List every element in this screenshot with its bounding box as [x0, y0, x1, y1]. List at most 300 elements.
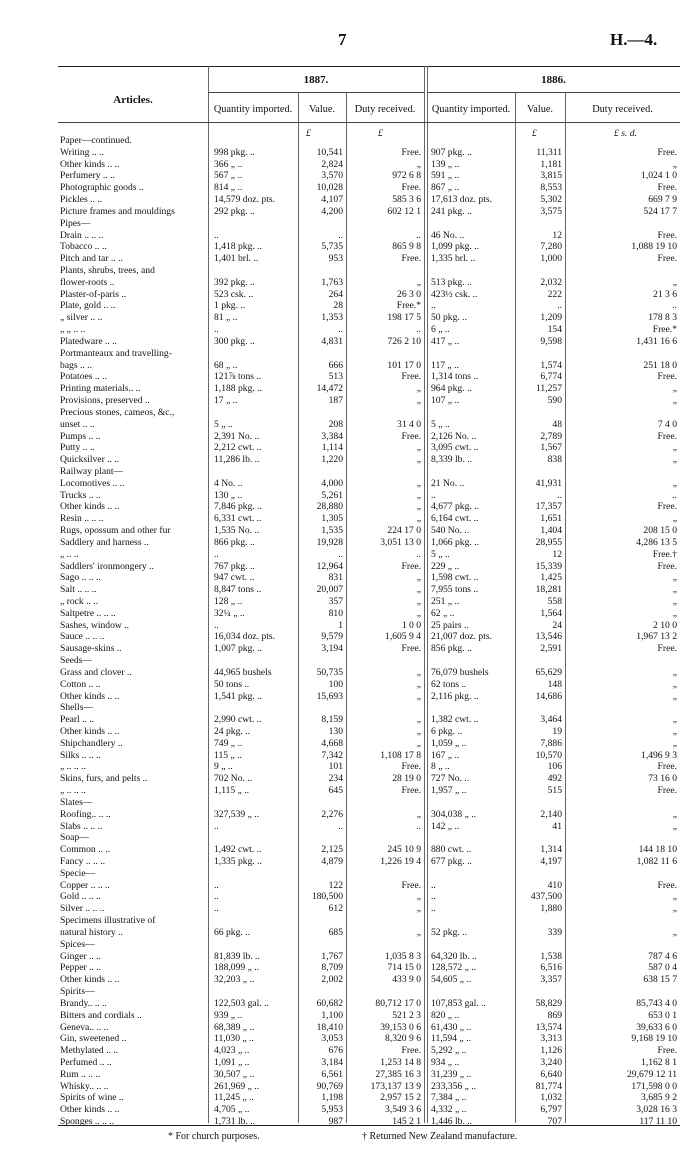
- table-row: [58, 147, 680, 159]
- pound-unit-value-1887: £: [306, 128, 311, 139]
- value-1887-cell: 3,570: [321, 170, 343, 182]
- table-row: [58, 596, 680, 608]
- value-1886-cell: 1,538: [540, 950, 562, 962]
- duty-1886-cell: „: [672, 891, 677, 903]
- quantity-1887-cell: 567 „ ..: [214, 170, 243, 182]
- quantity-1886-cell: 880 cwt. ..: [431, 844, 472, 856]
- value-1886-cell: 558: [547, 595, 562, 607]
- duty-1886-cell: Free.: [657, 253, 677, 265]
- table-row: [58, 844, 680, 856]
- value-1887-cell: 1,305: [321, 513, 343, 525]
- article-cell: Rugs, opossum and other fur: [60, 525, 171, 537]
- quantity-1887-cell: 66 pkg. ..: [214, 926, 250, 938]
- article-cell: „ .. .. ..: [60, 785, 86, 797]
- duty-1886-cell: Free.: [657, 229, 677, 241]
- duty-1886-cell: Free.: [657, 879, 677, 891]
- duty-1887-cell: Free.: [401, 785, 421, 797]
- quantity-1887-cell: 261,969 „ ..: [214, 1080, 260, 1092]
- article-cell: Plaster-of-paris ..: [60, 288, 127, 300]
- article-cell: Other kinds .. ..: [60, 726, 120, 737]
- value-1887-cell: 4,107: [321, 194, 343, 206]
- duty-1886-cell: 3,685 9 2: [641, 1092, 677, 1104]
- value-1887-cell: 50,735: [316, 666, 343, 678]
- value-1886-cell: 3,240: [540, 1056, 562, 1068]
- quantity-1887-cell: ..: [214, 619, 219, 631]
- table-row: [58, 537, 680, 549]
- table-row: [58, 549, 680, 561]
- table-row: [58, 608, 680, 620]
- article-cell: Potatoes .. ..: [60, 371, 107, 383]
- article-cell: Sashes, window ..: [60, 619, 130, 631]
- value-1886-cell: 58,829: [535, 997, 562, 1009]
- duty-1887-cell: 726 2 10: [387, 335, 421, 347]
- table-row: [58, 832, 680, 844]
- quantity-1887-cell: 327,539 „ ..: [214, 808, 260, 820]
- value-1886-cell: 3,464: [540, 714, 562, 726]
- quantity-1887-cell: 1,541 pkg. ..: [214, 690, 262, 702]
- quantity-1886-cell: 1,598 cwt. ..: [431, 572, 479, 584]
- value-1886-cell: 81,774: [535, 1080, 562, 1092]
- article-cell: Cotton .. ..: [60, 678, 101, 690]
- table-row: [58, 797, 680, 809]
- quantity-1886-cell: 54,605 „ ..: [431, 974, 472, 986]
- value-1886-cell: 2,591: [540, 643, 562, 655]
- table-row: [58, 572, 680, 584]
- quantity-1886-cell: 1,059 „ ..: [431, 737, 467, 749]
- table-row: [58, 1010, 680, 1022]
- duty-1886-cell: „: [672, 607, 677, 619]
- article-cell: „ silver .. ..: [60, 312, 103, 324]
- quantity-1887-cell: 9 „ ..: [214, 761, 233, 773]
- article-cell: Saddlery and harness ..: [60, 536, 149, 548]
- value-1886-cell: 12: [552, 548, 562, 560]
- duty-1887-cell: 27,385 16 3: [375, 1068, 421, 1080]
- value-1887-cell: ..: [338, 548, 343, 560]
- quantity-1886-cell: 31,239 „ ..: [431, 1068, 472, 1080]
- table-row: [58, 206, 680, 218]
- article-cell: natural history ..: [60, 926, 123, 938]
- quantity-1886-cell: 251 „ ..: [431, 595, 460, 607]
- table-row: [58, 856, 680, 868]
- quantity-header-1887: Quantity imported.: [213, 104, 293, 115]
- value-1886-cell: 28,955: [535, 536, 562, 548]
- duty-1886-cell: „: [672, 395, 677, 407]
- table-row: [58, 773, 680, 785]
- duty-1887-cell: „: [416, 584, 421, 596]
- quantity-1886-cell: 591 „ ..: [431, 170, 460, 182]
- table-row: [58, 561, 680, 573]
- value-1886-cell: ..: [557, 489, 562, 501]
- quantity-1886-cell: 856 pkg. ..: [431, 643, 472, 655]
- duty-1887-cell: „: [416, 383, 421, 395]
- article-cell: Brandy.. .. ..: [60, 997, 107, 1009]
- article-cell: Provisions, preserved ..: [60, 395, 150, 407]
- duty-1887-cell: Free.: [401, 879, 421, 891]
- quantity-1887-cell: 68 „ ..: [214, 359, 238, 371]
- article-cell: Gin, sweetened ..: [60, 1033, 127, 1045]
- value-1886-cell: 1,181: [540, 158, 562, 170]
- duty-1887-cell: 101 17 0: [387, 359, 421, 371]
- duty-1887-cell: ..: [416, 548, 421, 560]
- quantity-1886-cell: 1,446 lb. ..: [431, 1116, 473, 1128]
- value-1886-cell: 19: [552, 726, 562, 737]
- value-1887-cell: 101: [328, 761, 343, 773]
- article-cell: Saddlers' ironmongery ..: [60, 560, 154, 572]
- duty-1886-cell: 587 0 4: [648, 962, 677, 974]
- table-row: [58, 431, 680, 443]
- duty-1886-cell: „: [672, 737, 677, 749]
- footnote-church: * For church purposes.: [168, 1131, 260, 1142]
- duty-1886-cell: 787 4 6: [648, 950, 677, 962]
- duty-1886-cell: Free.*: [652, 324, 677, 336]
- duty-1886-cell: „: [672, 276, 677, 288]
- value-1886-cell: 6,640: [540, 1068, 562, 1080]
- table-row: [58, 241, 680, 253]
- table-row: [58, 501, 680, 513]
- duty-1887-cell: „: [416, 903, 421, 915]
- duty-1887-cell: „: [416, 714, 421, 726]
- duty-1886-cell: „: [672, 714, 677, 726]
- article-cell: Slates—: [60, 796, 93, 808]
- duty-1886-cell: Free.: [657, 430, 677, 442]
- year-1887-header: 1887.: [303, 74, 329, 86]
- duty-1886-cell: ..: [672, 300, 677, 312]
- value-1886-cell: 6,797: [540, 1104, 562, 1116]
- value-1887-cell: 2,824: [321, 158, 343, 170]
- duty-1886-cell: Free.: [657, 371, 677, 383]
- quantity-1887-cell: 2,212 cwt. ..: [214, 442, 262, 454]
- year-rule: [427, 92, 680, 93]
- imports-table: [58, 66, 680, 1147]
- table-row: [58, 218, 680, 230]
- quantity-1886-cell: 8 „ ..: [431, 761, 450, 773]
- table-row: [58, 182, 680, 194]
- quantity-1886-cell: 867 „ ..: [431, 182, 460, 194]
- value-1887-cell: 8,709: [321, 962, 343, 974]
- table-row: [58, 419, 680, 431]
- table-row: [58, 1116, 680, 1128]
- duty-1886-cell: „: [672, 158, 677, 170]
- duty-1886-cell: 3,028 16 3: [636, 1104, 677, 1116]
- value-1887-cell: 20,007: [316, 584, 343, 596]
- value-1886-cell: 222: [547, 288, 562, 300]
- table-row: [58, 998, 680, 1010]
- duty-1886-cell: 524 17 7: [643, 205, 677, 217]
- quantity-1887-cell: 939 „ ..: [214, 1009, 243, 1021]
- quantity-1886-cell: 107 „ ..: [431, 395, 460, 407]
- value-1887-cell: 28: [333, 300, 343, 312]
- quantity-1886-cell: 820 „ ..: [431, 1009, 460, 1021]
- quantity-1887-cell: 14,579 doz. pts.: [214, 194, 276, 206]
- article-cell: Soap—: [60, 832, 89, 844]
- article-cell: Picture frames and mouldings: [60, 205, 175, 217]
- duty-1887-cell: 1,035 8 3: [385, 950, 421, 962]
- quantity-1887-cell: 121⅞ tons ..: [214, 371, 262, 383]
- table-row: [58, 761, 680, 773]
- table-row: [58, 360, 680, 372]
- value-1887-cell: 685: [328, 926, 343, 938]
- table-row: [58, 927, 680, 939]
- quantity-1886-cell: 1,382 cwt. ..: [431, 714, 479, 726]
- table-row: [58, 135, 680, 147]
- value-1886-cell: ..: [557, 300, 562, 312]
- table-row: [58, 230, 680, 242]
- table-row: [58, 880, 680, 892]
- quantity-1886-cell: 5 „ ..: [431, 548, 450, 560]
- quantity-1887-cell: 1,188 pkg. ..: [214, 383, 262, 395]
- duty-1886-cell: „: [672, 595, 677, 607]
- article-cell: Copper .. .. ..: [60, 879, 110, 891]
- value-1886-cell: 3,357: [540, 974, 562, 986]
- quantity-1887-cell: 128 „ ..: [214, 595, 243, 607]
- duty-1886-cell: „: [672, 442, 677, 454]
- article-cell: Ginger .. ..: [60, 950, 102, 962]
- duty-1886-cell: Free.†: [652, 548, 677, 560]
- quantity-1887-cell: 4,023 „ ..: [214, 1045, 250, 1057]
- value-1886-cell: 5,302: [540, 194, 562, 206]
- quantity-1887-cell: 122,503 gal. ..: [214, 997, 269, 1009]
- duty-1887-cell: „: [416, 595, 421, 607]
- value-1887-cell: 3,053: [321, 1033, 343, 1045]
- duty-1887-cell: Free.: [401, 1045, 421, 1057]
- value-1887-cell: 28,880: [316, 501, 343, 513]
- value-1886-cell: 11,257: [535, 383, 562, 395]
- duty-1887-cell: 3,051 13 0: [380, 536, 421, 548]
- article-cell: Perfumed .. ..: [60, 1056, 112, 1068]
- quantity-1887-cell: 4 No. ..: [214, 477, 243, 489]
- duty-1886-cell: „: [672, 454, 677, 466]
- table-row: [58, 348, 680, 360]
- value-1887-cell: 8,159: [321, 714, 343, 726]
- quantity-1887-cell: 5 „ ..: [214, 418, 233, 430]
- quantity-1886-cell: 2,126 No. ..: [431, 430, 477, 442]
- table-row: [58, 312, 680, 324]
- article-cell: Salt .. .. ..: [60, 584, 97, 596]
- page-number: 7: [338, 30, 347, 49]
- article-cell: Other kinds .. ..: [60, 1104, 120, 1116]
- value-1887-cell: 3,184: [321, 1056, 343, 1068]
- table-row: [58, 667, 680, 679]
- article-cell: Whisky.. .. ..: [60, 1080, 109, 1092]
- quantity-1886-cell: 4,677 pkg. ..: [431, 501, 479, 513]
- value-1887-cell: 10,541: [316, 146, 343, 158]
- quantity-1886-cell: 229 „ ..: [431, 560, 460, 572]
- table-row: [58, 655, 680, 667]
- table-row: [58, 891, 680, 903]
- value-1886-cell: 17,357: [535, 501, 562, 513]
- duty-1886-cell: Free.: [657, 182, 677, 194]
- quantity-1887-cell: 30,507 „ ..: [214, 1068, 255, 1080]
- quantity-1887-cell: 866 pkg. ..: [214, 536, 255, 548]
- value-1886-cell: 1,564: [540, 607, 562, 619]
- article-cell: Seeds—: [60, 655, 92, 667]
- value-1886-cell: 1,574: [540, 359, 562, 371]
- article-cell: Portmanteaux and travelling-: [60, 347, 172, 359]
- duty-1886-cell: Free.: [657, 785, 677, 797]
- pound-unit-duty-1887: £: [378, 128, 383, 139]
- value-1886-cell: 48: [552, 418, 562, 430]
- value-1887-cell: 18,410: [316, 1021, 343, 1033]
- value-1886-cell: 13,546: [535, 631, 562, 643]
- quantity-1886-cell: 304,038 „ ..: [431, 808, 477, 820]
- value-1887-cell: 357: [328, 595, 343, 607]
- table-row: [58, 986, 680, 998]
- article-cell: Rum .. .. ..: [60, 1068, 101, 1080]
- duty-1886-cell: „: [672, 808, 677, 820]
- value-1886-cell: 11,311: [536, 146, 562, 158]
- value-1887-cell: 14,472: [316, 383, 343, 395]
- quantity-1886-cell: 142 „ ..: [431, 820, 460, 832]
- value-1886-cell: 3,313: [540, 1033, 562, 1045]
- value-1887-cell: 12,964: [316, 560, 343, 572]
- value-1887-cell: 2,125: [321, 844, 343, 856]
- duty-1887-cell: 585 3 6: [392, 194, 421, 206]
- duty-1887-cell: 1,226 19 4: [380, 856, 421, 868]
- duty-1886-cell: „: [672, 903, 677, 915]
- quantity-1886-cell: 3,095 cwt. ..: [431, 442, 479, 454]
- value-1886-cell: 13,574: [535, 1021, 562, 1033]
- table-row: [58, 170, 680, 182]
- quantity-1886-cell: 934 „ ..: [431, 1056, 460, 1068]
- table-row: [58, 265, 680, 277]
- quantity-1887-cell: ..: [214, 879, 219, 891]
- table-row: [58, 383, 680, 395]
- duty-1887-cell: 28 19 0: [392, 773, 421, 785]
- article-cell: Sauce .. .. ..: [60, 631, 105, 643]
- article-cell: flower-roots ..: [60, 276, 115, 288]
- value-1887-cell: 4,000: [321, 477, 343, 489]
- quantity-1887-cell: 11,286 lb. ..: [214, 454, 260, 466]
- value-1887-cell: 1,114: [321, 442, 343, 454]
- article-cell: Tobacco .. ..: [60, 241, 107, 253]
- quantity-1887-cell: 1,007 pkg. ..: [214, 643, 262, 655]
- quantity-1887-cell: ..: [214, 548, 219, 560]
- quantity-1886-cell: 46 No. ..: [431, 229, 465, 241]
- table-row: [58, 300, 680, 312]
- quantity-1887-cell: 300 pkg. ..: [214, 335, 255, 347]
- quantity-1886-cell: 76,079 bushels: [431, 666, 489, 678]
- quantity-1887-cell: ..: [214, 903, 219, 915]
- duty-1887-cell: 1,108 17 8: [380, 749, 421, 761]
- value-1886-cell: 869: [547, 1009, 562, 1021]
- value-1886-cell: 6,774: [540, 371, 562, 383]
- duty-1887-cell: „: [416, 666, 421, 678]
- table-row: [58, 868, 680, 880]
- article-cell: Slabs .. .. ..: [60, 820, 103, 832]
- article-cell: Writing .. ..: [60, 146, 104, 158]
- value-1887-cell: 10,028: [316, 182, 343, 194]
- table-row: [58, 974, 680, 986]
- article-cell: Pipes—: [60, 217, 91, 229]
- value-1886-cell: 65,629: [535, 666, 562, 678]
- table-row: [58, 584, 680, 596]
- duty-1886-cell: 73 16 0: [648, 773, 677, 785]
- value-1887-cell: 5,953: [321, 1104, 343, 1116]
- table-bottom-rule: [58, 1125, 680, 1126]
- value-1886-cell: 106: [547, 761, 562, 773]
- table-row: [58, 490, 680, 502]
- value-1887-cell: 5,735: [321, 241, 343, 253]
- value-1887-cell: 5,261: [321, 489, 343, 501]
- value-1886-cell: 3,815: [540, 170, 562, 182]
- footnote-returned: † Returned New Zealand manufacture.: [362, 1131, 518, 1142]
- quantity-1886-cell: 241 pkg. ..: [431, 205, 472, 217]
- value-1886-cell: 24: [552, 619, 562, 631]
- quantity-1887-cell: 130 „ ..: [214, 489, 243, 501]
- value-1887-cell: 513: [328, 371, 343, 383]
- table-row: [58, 478, 680, 490]
- quantity-1887-cell: ..: [214, 820, 219, 832]
- header-bottom-rule: [58, 122, 680, 123]
- value-1886-cell: 1,425: [540, 572, 562, 584]
- quantity-1887-cell: 523 csk. ..: [214, 288, 254, 300]
- quantity-1886-cell: 423½ csk. ..: [431, 288, 478, 300]
- duty-1886-cell: 669 7 9: [648, 194, 677, 206]
- article-cell: Shells—: [60, 702, 94, 714]
- quantity-1887-cell: 11,245 „ ..: [214, 1092, 254, 1104]
- value-1886-cell: 148: [547, 678, 562, 690]
- value-1886-cell: 492: [547, 773, 562, 785]
- duty-1887-cell: 1,253 14 8: [380, 1056, 421, 1068]
- value-1886-cell: 1,404: [540, 525, 562, 537]
- duty-1887-cell: „: [416, 690, 421, 702]
- value-1887-cell: 264: [328, 288, 343, 300]
- value-1886-cell: 3,575: [540, 205, 562, 217]
- duty-1886-cell: Free.: [657, 560, 677, 572]
- quantity-1886-cell: 167 „ ..: [431, 749, 460, 761]
- article-cell: Common .. ..: [60, 844, 111, 856]
- quantity-1887-cell: 44,965 bushels: [214, 666, 272, 678]
- duty-1886-cell: „: [672, 477, 677, 489]
- value-1886-cell: 7,280: [540, 241, 562, 253]
- duty-1886-cell: 251 18 0: [643, 359, 677, 371]
- value-1887-cell: 4,879: [321, 856, 343, 868]
- duty-1886-cell: 653 0 1: [648, 1009, 677, 1021]
- article-cell: Railway plant—: [60, 465, 124, 477]
- duty-1887-cell: 173,137 13 9: [370, 1080, 421, 1092]
- duty-1887-cell: „: [416, 276, 421, 288]
- duty-1886-cell: „: [672, 820, 677, 832]
- quantity-1887-cell: 17 „ ..: [214, 395, 238, 407]
- duty-1886-cell: „: [672, 383, 677, 395]
- duty-1886-cell: 1,431 16 6: [636, 335, 677, 347]
- duty-1887-cell: Free.: [401, 371, 421, 383]
- duty-1886-cell: 7 4 0: [657, 418, 677, 430]
- quantity-1886-cell: 677 pkg. ..: [431, 856, 472, 868]
- quantity-1886-cell: 64,320 lb. ..: [431, 950, 477, 962]
- duty-1887-cell: 26 3 0: [397, 288, 421, 300]
- quantity-1887-cell: 292 pkg. ..: [214, 205, 255, 217]
- articles-column-header: Articles.: [113, 94, 153, 106]
- quantity-1886-cell: 233,356 „ ..: [431, 1080, 477, 1092]
- duty-1886-cell: „: [672, 572, 677, 584]
- table-row: [58, 726, 680, 738]
- quantity-1887-cell: 702 No. ..: [214, 773, 253, 785]
- quantity-1886-cell: 8,339 lb. ..: [431, 454, 473, 466]
- table-row: [58, 324, 680, 336]
- value-1887-cell: 9,579: [321, 631, 343, 643]
- value-1887-cell: 122: [328, 879, 343, 891]
- duty-1886-cell: 29,679 12 11: [626, 1068, 677, 1080]
- duty-1887-cell: ..: [416, 229, 421, 241]
- duty-1887-cell: 521 2 3: [392, 1009, 421, 1021]
- quantity-1886-cell: 117 „ ..: [431, 359, 459, 371]
- article-cell: Other kinds .. ..: [60, 690, 120, 702]
- value-1886-cell: 437,500: [530, 891, 562, 903]
- table-top-rule: [58, 66, 680, 67]
- quantity-1886-cell: 1,335 brl. ..: [431, 253, 476, 265]
- article-cell: Quicksilver .. ..: [60, 454, 120, 466]
